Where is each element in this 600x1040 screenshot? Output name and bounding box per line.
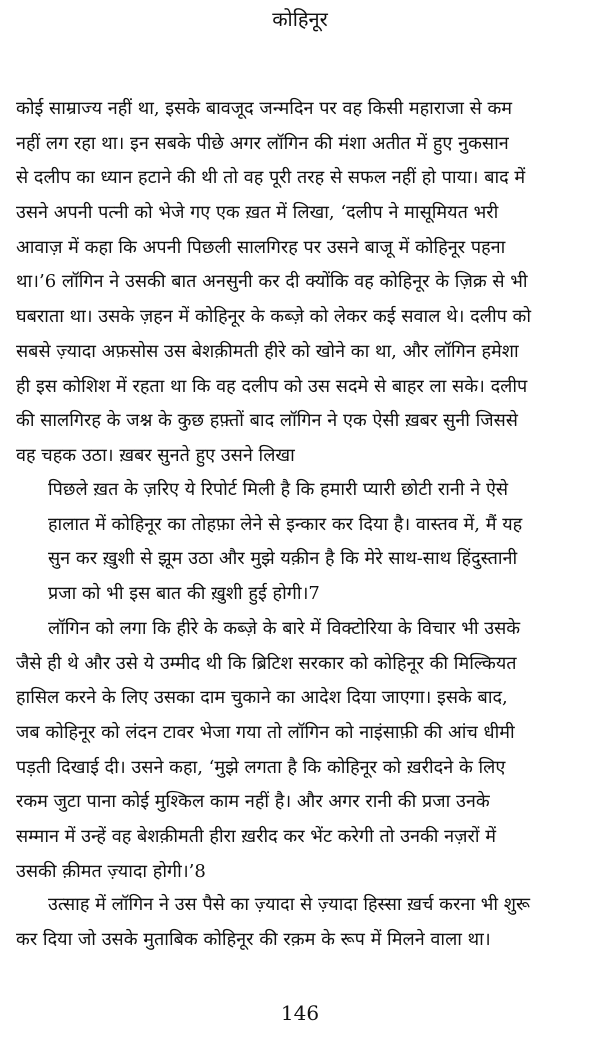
text-line: नहीं लग रहा था। इन सबके पीछे अगर लॉगिन की मंशा अतीत में हुए नुकसान bbox=[16, 132, 509, 154]
text-line: घबराता था। उसके ज़हन में कोहिनूर के कब्ज़े को लेकर कई सवाल थे। दलीप को bbox=[16, 306, 532, 328]
quote-line: सुन कर ख़ुशी से झूम उठा और मुझे यक़ीन है कि मेरे साथ-साथ हिंदुस्तानी bbox=[48, 548, 518, 570]
quote-line: पिछले ख़त के ज़रिए ये रिपोर्ट मिली है कि हमारी प्यारी छोटी रानी ने ऐसे bbox=[48, 479, 509, 500]
paragraph-2 bbox=[16, 612, 588, 890]
paragraph-continued bbox=[16, 92, 588, 474]
text-line: पड़ती दिखाई दी। उसने कहा, ‘मुझे लगता है कि कोहिनूर को ख़रीदने के लिए bbox=[16, 756, 506, 778]
text-line: लॉगिन को लगा कि हीरे के कब्ज़े के बारे में विक्टोरिया के विचार भी उसके bbox=[48, 618, 521, 639]
text-line: सम्मान में उन्हें वह बेशक़ीमती हीरा ख़रीद कर भेंट करेगी तो उनकी नज़रों में bbox=[16, 826, 497, 848]
text-line: जब कोहिनूर को लंदन टावर भेजा गया तो लॉगिन को नाइंसाफ़ी की आंच धीमी bbox=[16, 722, 515, 744]
text-line: वह चहक उठा। ख़बर सुनते हुए उसने लिखा bbox=[16, 444, 295, 466]
running-header: कोहिनूर bbox=[272, 7, 328, 31]
text-line: हासिल करने के लिए उसका दाम चुकाने का आदेश दिया जाएगा। इसके बाद, bbox=[16, 687, 508, 709]
text-line: था।’6 लॉगिन ने उसकी बात अनसुनी कर दी क्योंकि वह कोहिनूर के ज़िक्र से भी bbox=[16, 271, 528, 293]
text-line: उत्साह में लॉगिन ने उस पैसे का ज़्यादा से ज़्यादा हिस्सा ख़र्च करना भी शुरू bbox=[48, 894, 530, 915]
text-line: ही इस कोशिश में रहता था कि वह दलीप को उस सदमे से बाहर ला सके। दलीप bbox=[16, 375, 528, 397]
text-line: सबसे ज़्यादा अफ़सोस उस बेशक़ीमती हीरे को खोने का था, और लॉगिन हमेशा bbox=[16, 340, 519, 362]
text-line: की सालगिरह के जश्न के कुछ हफ़्तों बाद लॉगिन ने एक ऐसी ख़बर सुनी जिससे bbox=[16, 410, 518, 432]
quote-line: प्रजा को भी इस बात की ख़ुशी हुई होगी।7 bbox=[48, 583, 320, 605]
paragraph-3 bbox=[16, 888, 588, 957]
text-line: जैसे ही थे और उसे ये उम्मीद थी कि ब्रिटिश सरकार को कोहिनूर की मिल्कियत bbox=[16, 652, 517, 674]
text-line: रकम जुटा पाना कोई मुश्किल काम नहीं है। और अगर रानी की प्रजा उनके bbox=[16, 791, 490, 813]
text-line: कोई साम्राज्य नहीं था, इसके बावजूद जन्मदिन पर वह किसी महाराजा से कम bbox=[16, 98, 513, 119]
page-number: 146 bbox=[280, 1001, 320, 1025]
text-line: उसने अपनी पत्नी को भेजे गए एक ख़त में लिखा, ‘दलीप ने मासूमियत भरी bbox=[16, 202, 499, 224]
text-line: आवाज़ में कहा कि अपनी पिछली सालगिरह पर उसने बाजू में कोहिनूर पहना bbox=[16, 236, 506, 258]
text-line: कर दिया जो उसके मुताबिक कोहिनूर की रक़म के रूप में मिलने वाला था। bbox=[16, 928, 491, 950]
quote-line: हालात में कोहिनूर का तोहफ़ा लेने से इन्कार कर दिया है। वास्तव में, मैं यह bbox=[48, 513, 523, 535]
text-line: उसकी क़ीमत ज़्यादा होगी।’8 bbox=[16, 860, 206, 882]
block-quote bbox=[16, 473, 588, 612]
text-line: से दलीप का ध्यान हटाने की थी तो वह पूरी तरह से सफल नहीं हो पाया। बाद में bbox=[16, 167, 526, 189]
